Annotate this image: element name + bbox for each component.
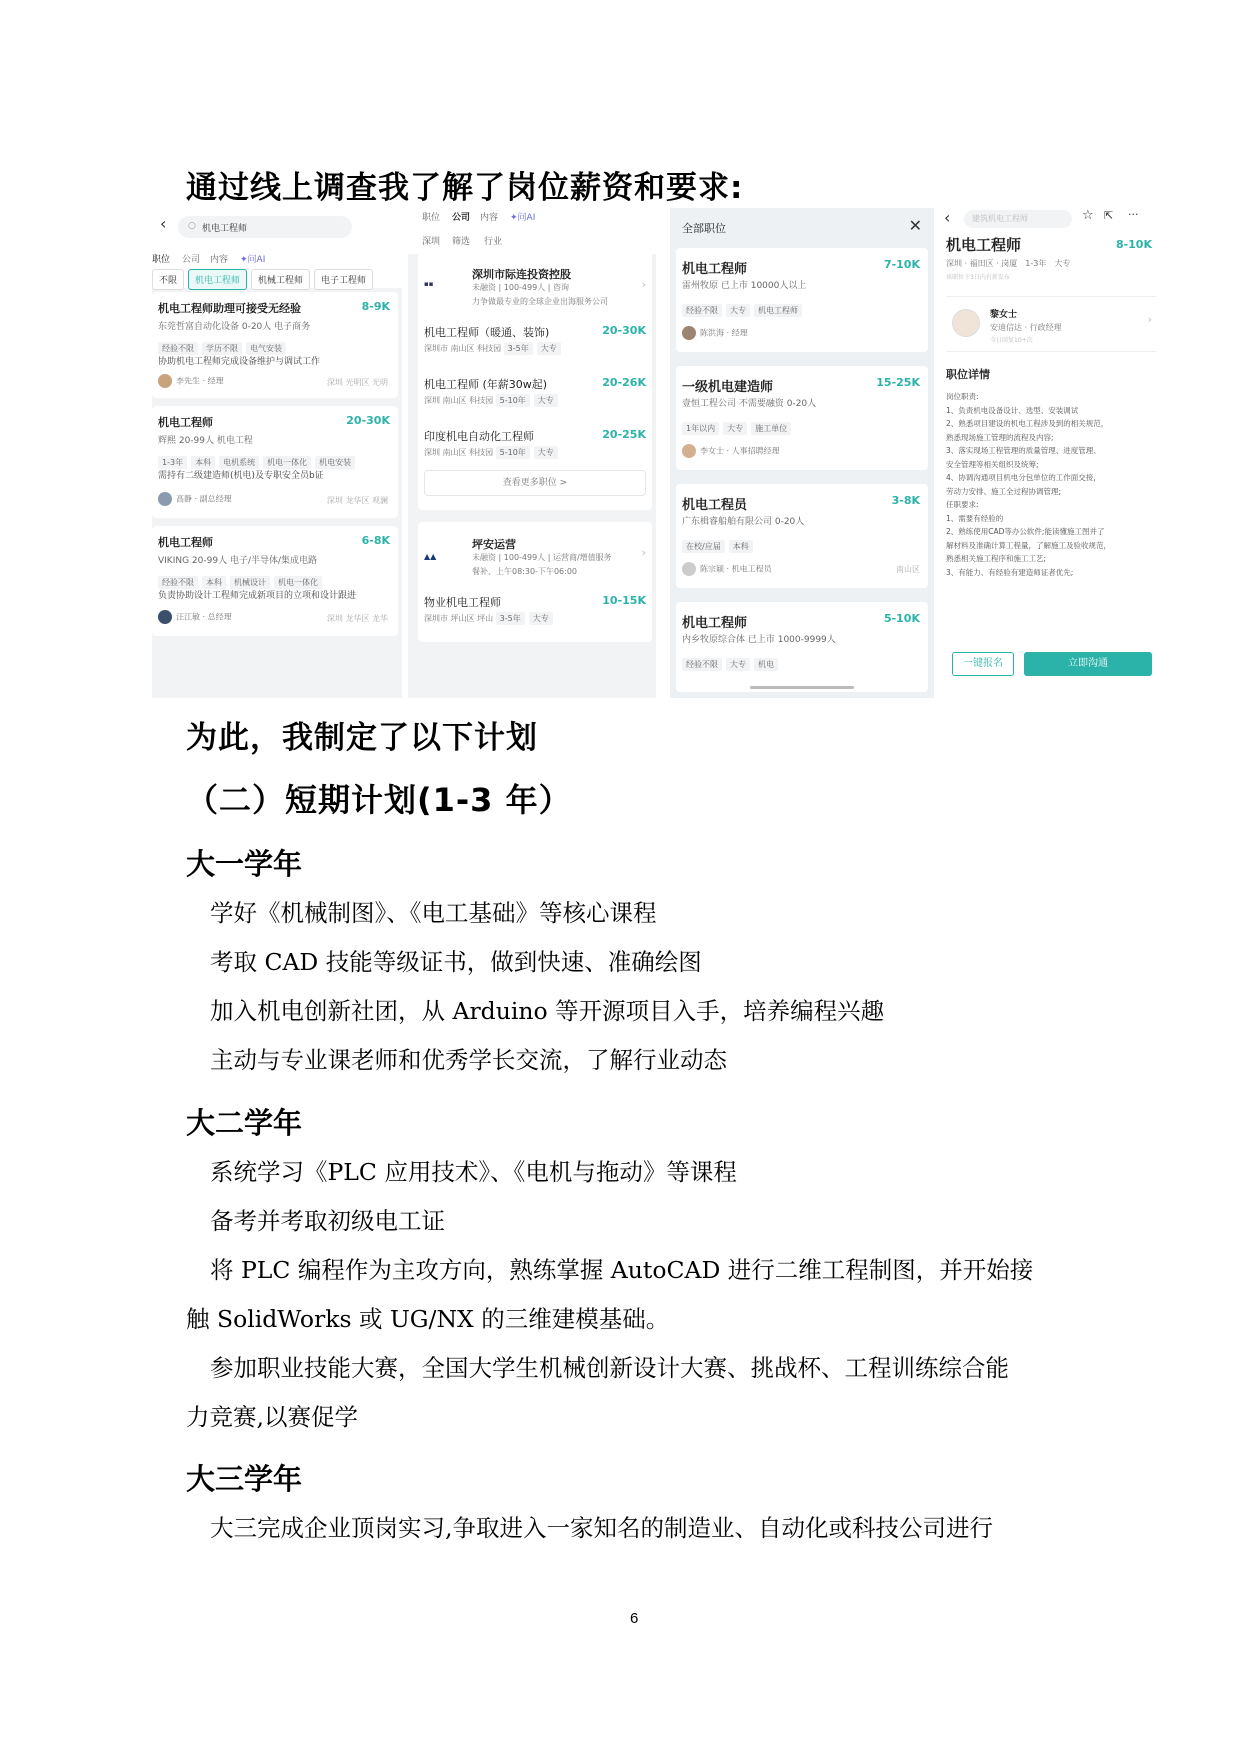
more-jobs-button: 查看更多职位 > <box>424 470 646 496</box>
chevron-right-icon: › <box>1147 313 1152 326</box>
back-icon: ‹ <box>160 214 167 233</box>
year3-heading: 大三学年 <box>186 1462 303 1496</box>
avatar <box>952 309 980 337</box>
plan-item: 参加职业技能大赛，全国大学生机械创新设计大赛、挑战杯、工程训练综合能 <box>210 1354 1009 1382</box>
company-logo-icon: ▲▲ <box>424 552 437 561</box>
avatar <box>158 610 172 624</box>
chevron-right-icon: › <box>641 546 646 559</box>
search-input: ○ 机电工程师 <box>178 216 352 238</box>
page-number: 6 <box>630 1610 639 1627</box>
avatar <box>158 492 172 506</box>
intro-heading: 通过线上调查我了解了岗位薪资和要求: <box>186 170 744 206</box>
chevron-right-icon: › <box>641 278 646 291</box>
scroll-indicator <box>750 686 854 689</box>
year1-heading: 大一学年 <box>186 847 303 881</box>
back-icon: ‹ <box>944 208 951 227</box>
plan-item: 主动与专业课老师和优秀学长交流，了解行业动态 <box>210 1046 727 1074</box>
plan-item: 考取 CAD 技能等级证书，做到快速、准确绘图 <box>210 948 702 976</box>
year2-list <box>186 1148 1066 1442</box>
company-card: ▲▲ 坪安运营 未融资 | 100-499人 | 运营商/增值服务 餐补、上午08:30-下午06:00 › 物业机电工程师 10-15K 深圳市 坪山区 坪山 3-5年 大专 <box>418 522 652 642</box>
screenshot-job-detail: ‹ 建筑机电工程师 ☆ ⇱ ··· 机电工程师 8-10K 深圳 · 福田区 · 岗厦 1-3年 大专 该职位于3日内有新发布 黎女士 安迪信达 · 行政经理 今日回复10+次 › 职位详情 岗位职责: 1、负责机电设备设计、选型、安装调试 2、熟悉项目建设的机电工程涉及到的相关规范， 熟悉现场施工管理的流程及内容; 3、落实现场工程管理的质量管理、进度管理、 安全管理等相关组织及统筹; 4、协调沟通项目机电分包单位的工作面交接， 劳动力安排、施工全过程协调管理; 任职要求: 1、需要有经验的 2、熟练使用CAD等办公软件;能读懂施工图并了 解材料及准确计算工程量，了解施工及验收规范， 熟悉相关施工程序和施工工艺; 3、有能力、有经验有建造师证者优先; 一键报名 立即沟通 <box>938 208 1164 698</box>
filter-chips: 不限 机电工程师 机械工程师 电子工程师 <box>152 268 402 290</box>
avatar <box>682 562 696 576</box>
plan-item: 加入机电创新社团，从 Arduino 等开源项目入手，培养编程兴趣 <box>210 997 885 1025</box>
job-card: 机电工程师 5-10K 内乡牧原综合体 已上市 1000-9999人 经验不限 大专 机电 <box>676 602 928 692</box>
plan-lead-heading: 为此，我制定了以下计划 <box>186 720 538 756</box>
job-title: 机电工程师 <box>946 236 1022 254</box>
share-icon: ⇱ <box>1104 209 1114 222</box>
chat-now-button: 立即沟通 <box>1024 652 1152 676</box>
year1-list <box>186 889 1066 1085</box>
screenshot-all-jobs <box>670 208 934 698</box>
apply-button: 一键报名 <box>952 652 1014 676</box>
plan-item: 力竞赛,以赛促学 <box>186 1403 358 1431</box>
job-details-text: 岗位职责: 1、负责机电设备设计、选型、安装调试 2、熟悉项目建设的机电工程涉及到的相关规范， 熟悉现场施工管理的流程及内容; 3、落实现场工程管理的质量管理、进度管理、 安全管理等相关组织及统筹; 4、协调沟通项目机电分包单位的工作面交接， 劳动力安排、施工全过程协调管理; 任职要求: 1、需要有经验的 2、熟练使用CAD等办公软件;能读懂施工图并了 解材料及准确计算工程量，了解施工及验收规范， 熟悉相关施工程序和施工工艺; 3、有能力、有经验有建造师证者优先; <box>946 392 1111 577</box>
short-term-plan-heading: （二）短期计划(1-3 年） <box>186 781 572 819</box>
all-jobs-header: 全部职位 <box>682 222 726 235</box>
year2-heading: 大二学年 <box>186 1106 303 1140</box>
avatar <box>158 374 172 388</box>
job-card: 一级机电建造师 15-25K 壹恒工程公司 不需要融资 0-20人 1年以内 大专 施工单位 李女士 · 人事招聘经理 <box>676 366 928 470</box>
year3-list <box>186 1504 1066 1553</box>
job-details-title: 职位详情 <box>946 368 990 381</box>
avatar <box>682 444 696 458</box>
company-logo-icon: ▪▪ <box>424 280 434 288</box>
star-icon: ☆ <box>1082 208 1094 223</box>
avatar <box>682 326 696 340</box>
plan-item: 学好《机械制图》、《电工基础》等核心课程 <box>210 899 657 927</box>
search-icon: ○ <box>188 221 196 231</box>
plan-item: 触 SolidWorks 或 UG/NX 的三维建模基础。 <box>186 1305 670 1333</box>
company-card: ▪▪ 深圳市际连投资控股 未融资 | 100-499人 | 咨询 力争做最专业的全球企业出海服务公司 › 机电工程师（暖通、装饰) 20-30K 深圳市 南山区 科技园 3-5年 大专 机电工程师 (年薪30w起) 20-26K 深圳 南山区 科技园 5-10年 大专 印度机电自动化工程师 20-25K 深圳 南山区 科技园 5-10年 大专 查看更多职位 > <box>418 252 652 510</box>
job-card: 机电工程师 20-30K 辉熙 20-99人 机电工程 1-3年 本科 电机系统 机电一体化 机电安装 需持有二级建造师(机电)及专职安全员b证 高静 · 副总经理 深圳 龙华区 观澜 <box>152 406 398 518</box>
screenshot-search-results: ‹ ○ 机电工程师 职位 公司 内容 ✦问AI 不限 机电工程师 机械工程师 电子工程师 机电工程师助理可接受无经验 8-9K 东莞哲富自动化设备 0-20人 电子商务 经验不限 学历不限 电气安装 协助机电工程师完成设备维护与调试工作 李先生 · 经理 深圳 光明区 光明 机电工程师 20-30K 辉熙 20-99人 机电工程 1-3年 本科 电机系统 机电一体化 机电安装 需持有二级建造师(机电)及专职安全员b证 高静 · 副总经理 深圳 龙华区 观澜 机电工程师 6-8K VIKING 20-99人 电子/半导体/集成电路 经验不限 本科 机械设计 机电一体化 负责协助设计工程师完成新项目的立项和设计跟进 汪江敏 · 总经理 深圳 龙华区 龙华 <box>152 208 402 698</box>
job-card: 机电工程师助理可接受无经验 8-9K 东莞哲富自动化设备 0-20人 电子商务 经验不限 学历不限 电气安装 协助机电工程师完成设备维护与调试工作 李先生 · 经理 深圳 光明区 光明 <box>152 292 398 398</box>
close-icon: ✕ <box>908 216 922 235</box>
plan-item: 将 PLC 编程作为主攻方向，熟练掌握 AutoCAD 进行二维工程制图，并开始接 <box>210 1256 1034 1284</box>
more-icon: ··· <box>1128 208 1139 221</box>
job-card: 机电工程员 3-8K 广东楫睿船舶有限公司 0-20人 在校/应届 本科 陈宗颖 · 机电工程员 南山区 <box>676 484 928 588</box>
plan-item: 大三完成企业顶岗实习,争取进入一家知名的制造业、自动化或科技公司进行 <box>210 1514 993 1542</box>
plan-item: 备考并考取初级电工证 <box>210 1207 445 1235</box>
job-card: 机电工程师 6-8K VIKING 20-99人 电子/半导体/集成电路 经验不限 本科 机械设计 机电一体化 负责协助设计工程师完成新项目的立项和设计跟进 汪江敏 · 总经理 深圳 龙华区 龙华 <box>152 526 398 636</box>
job-card: 机电工程师 7-10K 雷州牧原 已上市 10000人以上 经验不限 大专 机电工程师 陈洪海 · 经理 <box>676 248 928 352</box>
search-input: 建筑机电工程师 <box>964 210 1072 228</box>
plan-item: 系统学习《PLC 应用技术》、《电机与拖动》等课程 <box>210 1158 737 1186</box>
screenshot-company-results: 职位 公司 内容 ✦问AI 深圳 筛选 行业 ▪▪ 深圳市际连投资控股 未融资 | 100-499人 | 咨询 力争做最专业的全球企业出海服务公司 › 机电工程师（暖通、装饰) 20-30K 深圳市 南山区 科技园 3-5年 大专 机电工程师 (年薪30w起) 20-26K 深圳 南山区 科技园 5-10年 大专 印度机电自动化工程师 20-25K 深圳 南山区 科技园 5-10年 大专 查看更多职位 > ▲▲ 坪安运营 未融资 | 100-499人 | 运营商/增值服务 餐补、上午08:30-下午06:00 › 物业机电工程师 10-15K 深圳市 坪山区 坪山 3-5年 大专 <box>408 208 656 698</box>
recruiter-card: 黎女士 安迪信达 · 行政经理 今日回复10+次 › <box>946 296 1156 352</box>
job-search-screenshots <box>152 208 1164 698</box>
